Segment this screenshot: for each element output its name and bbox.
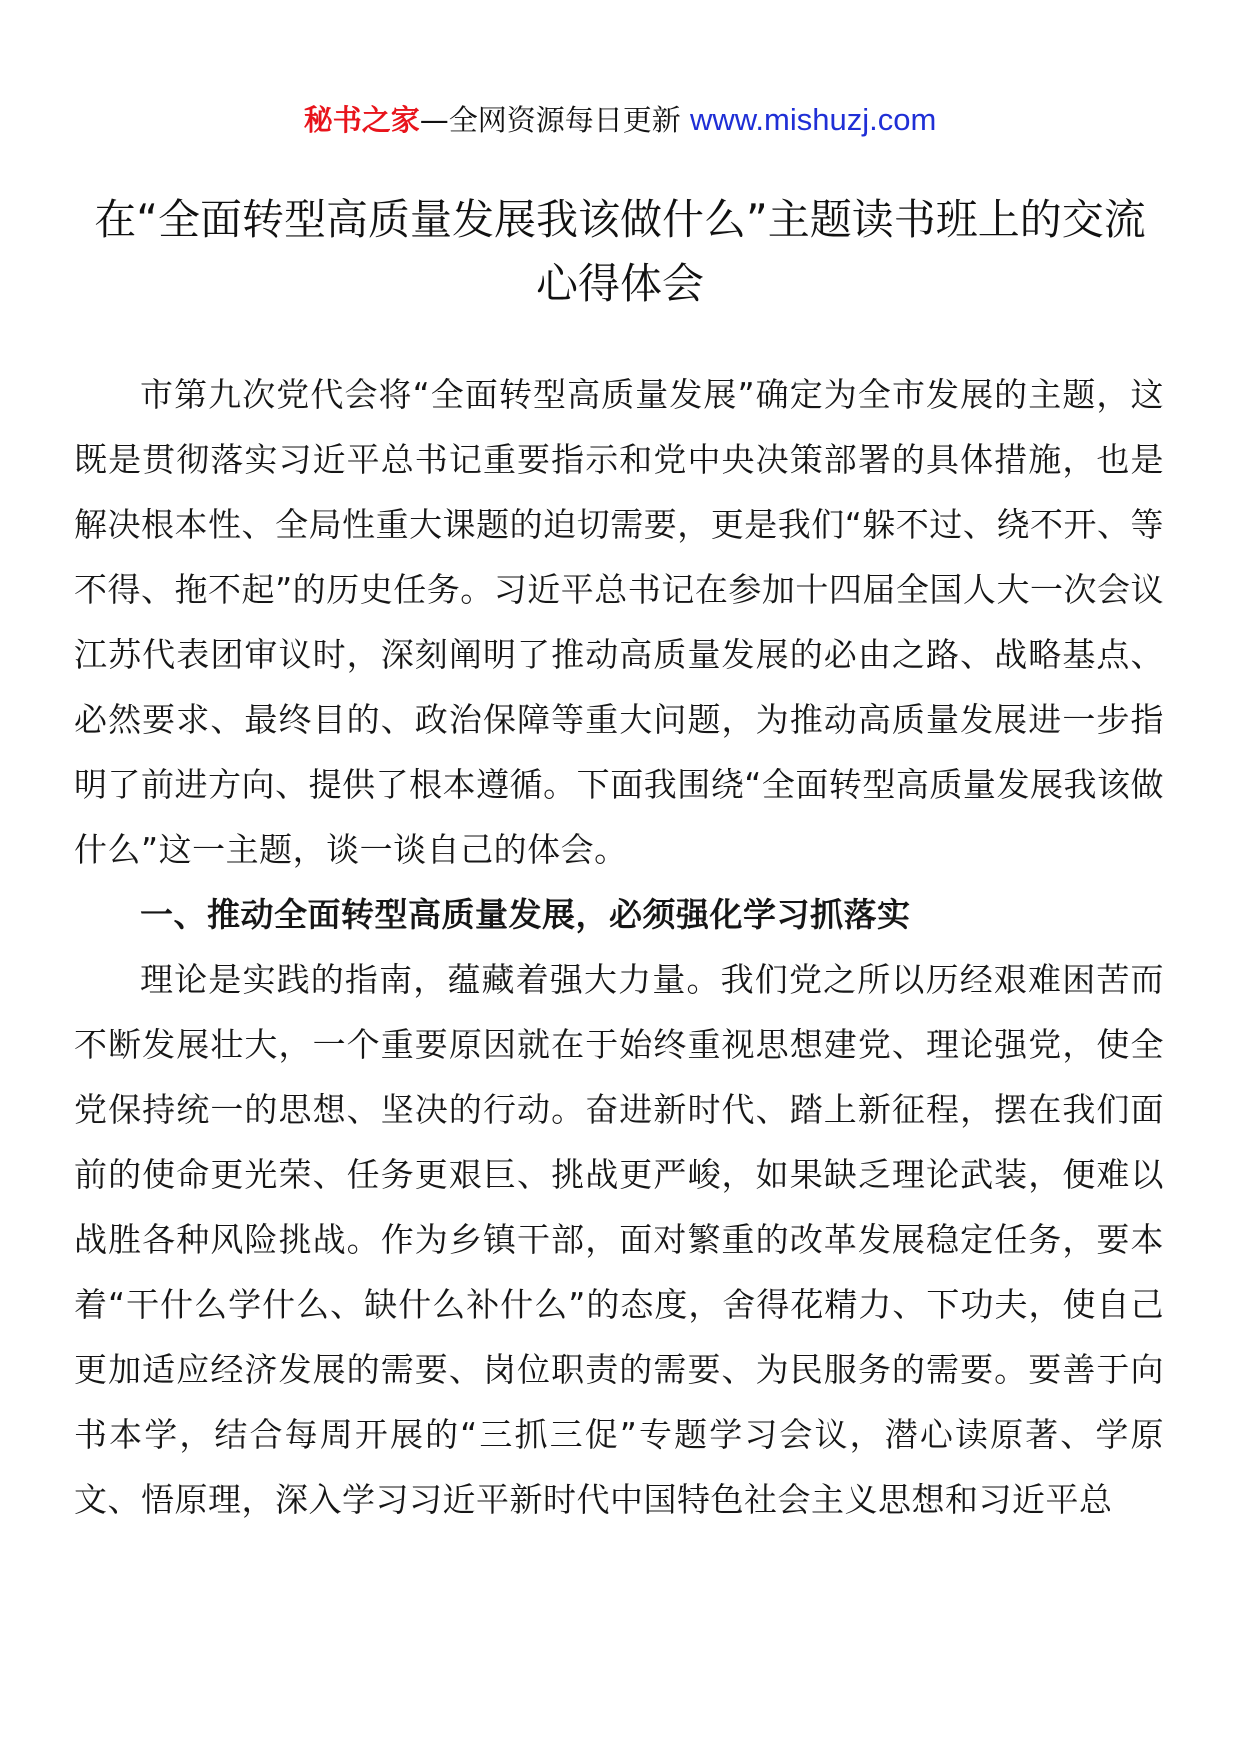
site-header xyxy=(0,100,1240,140)
brand-name: 秘书之家 xyxy=(303,103,420,137)
body-paragraph: 理论是实践的指南，蕴藏着强大力量。我们党之所以历经艰难困苦而不断发展壮大，一个重要原因就在于始终重视思想建党、理论强党，使全党保持统一的思想、坚决的行动。奋进新时代、踏上新征程，摆在我们面前的使命更光荣、任务更艰巨、挑战更严峻，如果缺乏理论武装，便难以战胜各种风险挑战。作为乡镇干部，面对繁重的改革发展稳定任务，要本着“干什么学什么、缺什么补什么”的态度，舍得花精力、下功夫，使自己更加适应经济发展的需要、岗位职责的需要、为民服务的需要。要善于向书本学，结合每周开展的“三抓三促”专题学习会议，潜心读原著、学原文、悟原理，深入学习习近平新时代中国特色社会主义思想和习近平总 xyxy=(74,960,1164,1519)
intro-paragraph: 市第九次党代会将“全面转型高质量发展”确定为全市发展的主题，这既是贯彻落实习近平总书记重要指示和党中央决策部署的具体措施，也是解决根本性、全局性重大课题的迫切需要，更是我们“躲不过、绕不开、等不得、拖不起”的历史任务。习近平总书记在参加十四届全国人大一次会议江苏代表团审议时，深刻阐明了推动高质量发展的必由之路、战略基点、必然要求、最终目的、政治保障等重大问题，为推动高质量发展进一步指明了前进方向、提供了根本遵循。下面我围绕“全面转型高质量发展我该做什么”这一主题，谈一谈自己的体会。 xyxy=(74,375,1164,869)
document-title: 在“全面转型高质量发展我该做什么”主题读书班上的交流心得体会 xyxy=(94,195,1146,308)
site-url-link[interactable]: www.mishuzj.com xyxy=(689,102,937,137)
site-tagline: —全网资源每日更新 xyxy=(419,103,690,137)
section-heading-1: 一、推动全面转型高质量发展，必须强化学习抓落实 xyxy=(140,895,911,934)
document-body xyxy=(74,362,1164,1532)
